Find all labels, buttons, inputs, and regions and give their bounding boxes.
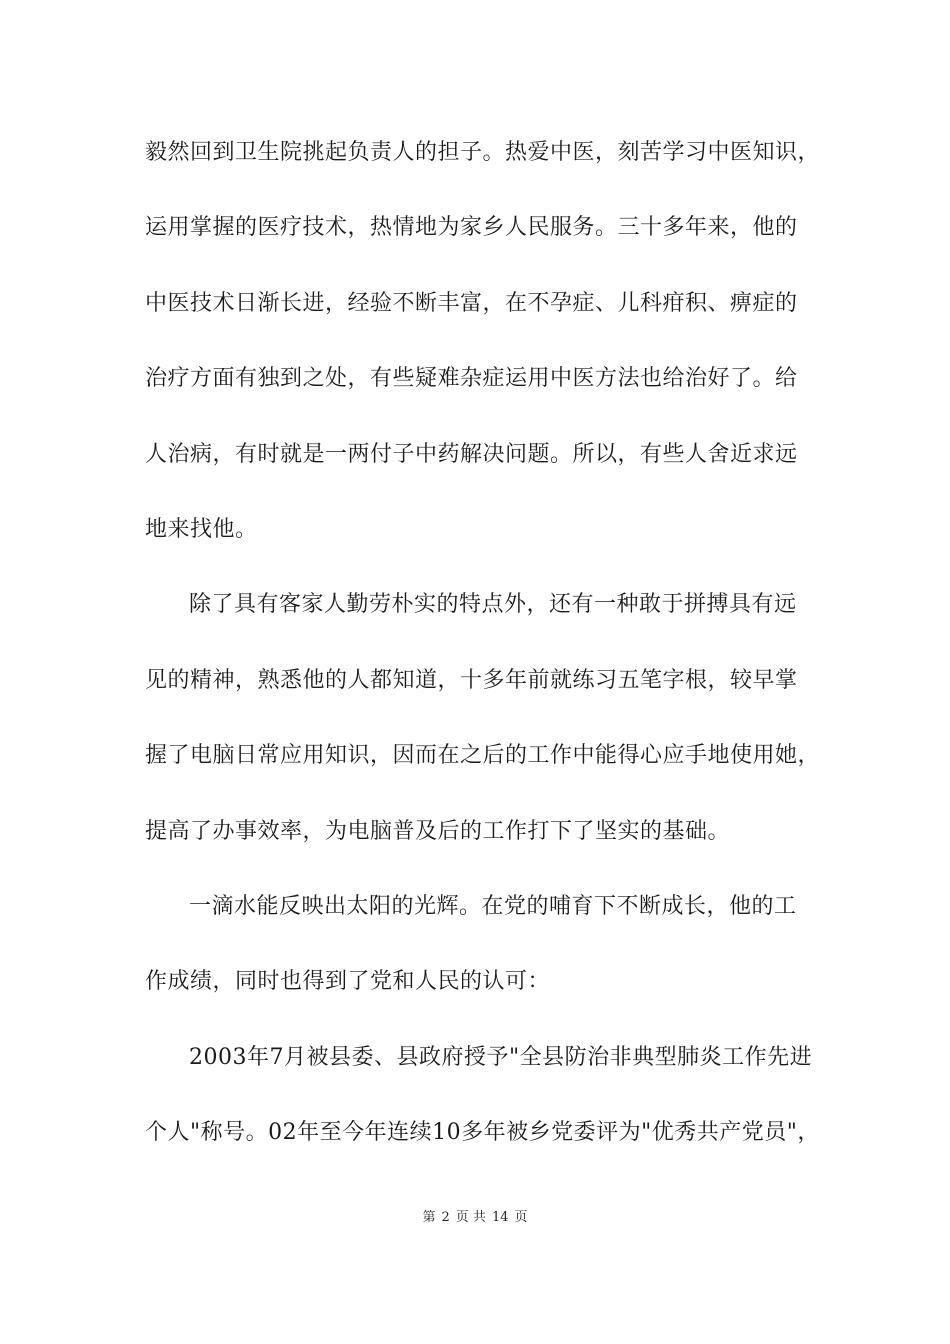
text-line: 治疗方面有独到之处，有些疑难杂症运用中医方法也给治好了。给 (145, 366, 798, 392)
text-line: 地来找他。 (145, 516, 258, 542)
paragraph-first-line: 2003年7月被县委、县政府授予"全县防治非典型肺炎工作先进 (189, 1044, 813, 1070)
document-body (145, 128, 835, 1183)
text-line: 个人"称号。02年至今年连续10多年被乡党委评为"优秀共产党员"， (145, 1120, 820, 1146)
current-page-number: 2 (441, 1210, 450, 1225)
text-line: 中医技术日渐长进，经验不断丰富，在不孕症、儿科疳积、痹症的 (145, 290, 798, 316)
text-line: 握了电脑日常应用知识，因而在之后的工作中能得心应手地使用她， (145, 743, 821, 769)
page-footer (0, 1208, 950, 1228)
text-line: 毅然回到卫生院挑起负责人的担子。热爱中医，刻苦学习中医知识， (145, 140, 821, 165)
text-line: 见的精神，熟悉他的人都知道，十多年前就练习五笔字根，较早掌 (145, 667, 798, 693)
text-line: 人治病，有时就是一两付子中药解决问题。所以，有些人舍近求远 (145, 441, 798, 467)
text-line: 作成绩，同时也得到了党和人民的认可： (145, 969, 551, 995)
text-line: 运用掌握的医疗技术，热情地为家乡人民服务。三十多年来，他的 (145, 215, 798, 241)
footer-suffix: 页 (514, 1210, 528, 1225)
paragraph-first-line: 除了具有客家人勤劳朴实的特点外，还有一种敢于拼搏具有远 (189, 592, 797, 618)
paragraph-first-line: 一滴水能反映出太阳的光辉。在党的哺育下不断成长，他的工 (189, 893, 797, 919)
footer-mid: 页 共 (455, 1210, 486, 1225)
text-line: 提高了办事效率，为电脑普及后的工作打下了坚实的基础。 (145, 818, 731, 844)
footer-prefix: 第 (422, 1210, 436, 1225)
total-pages-number: 14 (491, 1210, 509, 1225)
